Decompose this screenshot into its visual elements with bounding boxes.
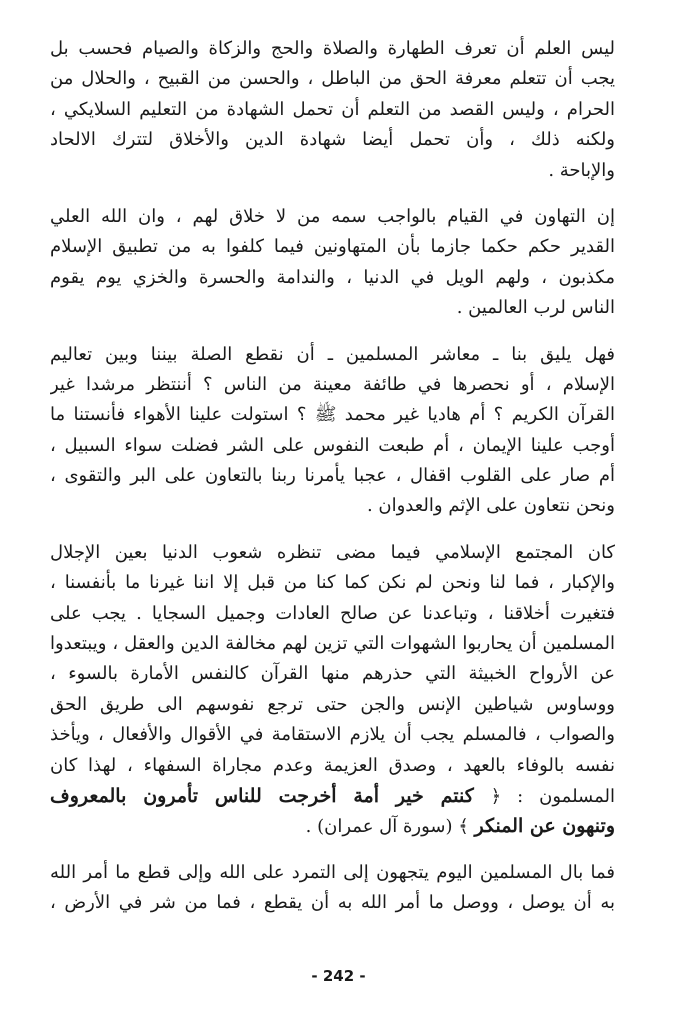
paragraph-1 [50,34,615,186]
text-line: فما بال المسلمين اليوم يتجهون إلى التمرد على الله وإلى قطع ما أمر الله [50,861,615,883]
text-line: عن الأرواح الخبيثة التي حذرهم منها القرآن كالنفس الأمارة بالسوء ، [50,663,615,685]
text-line: الإسلام ، أو نحصرها في طائفة معينة من الناس ؟ أننتظر مرشدا غير [50,373,615,395]
text-line: أوجب علينا الإيمان ، أم طبعت النفوس على الشر فضلت سواء السبيل ، [50,434,615,456]
text-line: الناس لرب العالمين . [456,297,615,319]
text-line: القرآن الكريم ؟ أم هاديا غير محمد ﷺ ؟ استولت علينا الأهواء فأنستنا ما [50,404,615,426]
text-line: الحرام ، وليس القصد من التعلم أن تحمل الشهادة من التعليم السلايكي ، [50,98,615,120]
text-line: والصواب ، فالمسلم يجب أن يلازم الاستقامة في الأقوال والأفعال ، ويأخذ [50,724,615,746]
text-line: ونحن نتعاون على الإثم والعدوان . [366,495,615,517]
text-line: ليس العلم أن تعرف الطهارة والصلاة والحج والزكاة والصيام فحسب بل [50,38,615,59]
page-body [50,34,615,935]
text-line: يجب أن تتعلم معرفة الحق من الباطل ، والحسن من القبيح ، والحلال من [50,68,615,90]
text-line: والإكبار ، فما لنا ونحن لم نكن كما كنا من قبل إلا اننا غيرنا ما بأنفسنا ، [50,572,615,594]
text-line: كان المجتمع الإسلامي فيما مضى تنظره شعوب الدنيا بعين الإجلال [50,541,615,563]
text-line: فتغيرت أخلاقنا ، وتباعدنا عن صالح العادات وجميل السجايا . يجب على [50,602,615,624]
text-line: ووساوس شياطين الإنس والجن حتى ترجع نفوسهم الى طريق الحق [50,693,615,715]
paragraph-5 [50,858,615,919]
quran-verse: كنتم خير أمة أخرجت للناس تأمرون بالمعروف [50,784,491,807]
text-line: المسلمين أن يحاربوا الشهوات التي تزين لهم مخالفة الدين والعقل ، ويبتعدوا [50,633,615,655]
verse-line-1 [50,781,615,811]
text-line: والإباحة . [548,159,615,181]
text-line: إن التهاون في القيام بالواجب سمه من لا خلاق لهم ، وان الله العلي [50,205,615,227]
text-line: به أن يوصل ، ووصل ما أمر الله به أن يقطع ، فما من شر في الأرض ، [50,892,615,914]
text-line: مكذبون ، ولهم الويل في الدنيا ، والندامة والحسرة والخزي يوم يقوم [50,266,615,288]
text-line: فهل يليق بنا ـ معاشر المسلمين ـ أن نقطع الصلة بيننا وبين تعاليم [50,343,615,365]
quran-verse: وتنهون عن المنكر [474,815,615,838]
text-line: ولكنه ذلك ، وأن تحمل أيضا شهادة الدين والأخلاق لتترك الالحاد [50,129,615,151]
paragraph-3 [50,340,615,522]
verse-prefix: المسلمون : ﴿ [490,785,615,807]
text-line: القدير حكم حكما جازما بأن المتهاونين فيما كلفوا به من تطبيق الإسلام [50,236,615,258]
verse-line-2 [50,811,615,841]
paragraph-4 [50,538,615,842]
paragraph-2 [50,202,615,324]
text-line: أم صار على القلوب اقفال ، عجبا يأمرنا ربنا بالتعاون على البر والتقوى ، [50,465,615,487]
text-line: نفسه بالوفاء بالعهد ، وصدق العزيمة وعدم مجاراة السفهاء ، لهذا كان [50,754,615,776]
page-number: - 242 - [311,967,366,985]
verse-suffix: ﴾ (سورة آل عمران) . [305,816,475,838]
